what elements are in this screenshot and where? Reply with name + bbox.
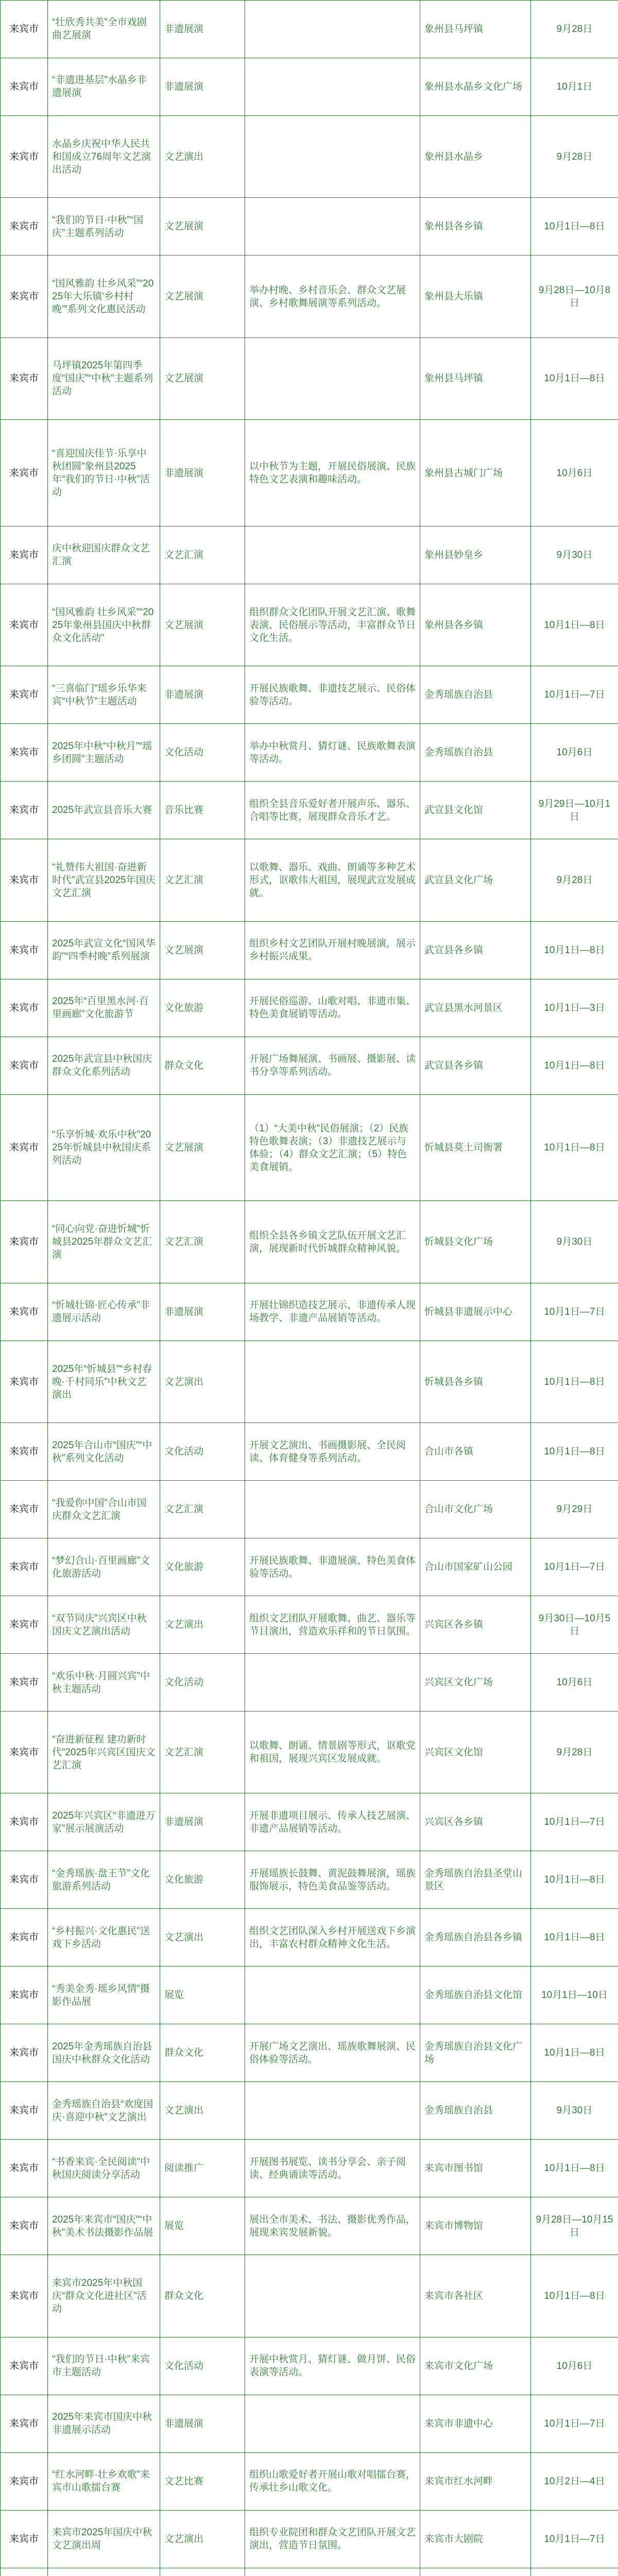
venue-cell: 象州县马坪镇 bbox=[420, 337, 531, 419]
table-row bbox=[1, 782, 618, 839]
activity-name-cell: “同心向党·奋进忻城”忻城县2025年群众文艺汇演 bbox=[48, 1201, 160, 1283]
activity-name-cell: “三喜临门”瑶乡乐华来宾“中秋节”主题活动 bbox=[48, 666, 160, 724]
city-cell: 来宾市 bbox=[1, 198, 48, 256]
table-row bbox=[1, 1, 618, 58]
city-cell: 来宾市 bbox=[1, 58, 48, 115]
table-row bbox=[1, 1654, 618, 1711]
activity-content-cell: 开展民族歌舞、非遗展演、特色美食体验等活动。 bbox=[245, 1538, 420, 1596]
table-row bbox=[1, 1423, 618, 1481]
city-cell: 来宾市 bbox=[1, 979, 48, 1037]
date-cell: 10月1日—8日 bbox=[531, 198, 618, 256]
activity-type-cell: 文化旅游 bbox=[160, 1851, 245, 1909]
table-row bbox=[1, 1094, 618, 1201]
activity-type-cell: 文艺展演 bbox=[160, 198, 245, 256]
activity-content-cell: 组织全县各乡镇文艺队伍开展文艺汇演，展现新时代忻城群众精神风貌。 bbox=[245, 1201, 420, 1283]
activity-content-cell: 开展广场文艺演出、瑶族歌舞展演、民俗体验等活动。 bbox=[245, 2024, 420, 2082]
table-row bbox=[1, 2510, 618, 2568]
city-cell: 来宾市 bbox=[1, 2255, 48, 2337]
activity-name-cell: “红水河畔·壮乡欢歌”来宾市山歌擂台赛 bbox=[48, 2452, 160, 2510]
activity-type-cell: 文艺展演 bbox=[160, 256, 245, 337]
venue-cell: 金秀瑶族自治县 bbox=[420, 724, 531, 782]
activity-content-cell: 开展非遗项目展示、传承人技艺展演、非遗产品展销等活动。 bbox=[245, 1793, 420, 1851]
activity-name-cell: “国风雅韵 壮乡风采”“2025年大乐镇‘乡村村晚’”系列文化惠民活动 bbox=[48, 256, 160, 337]
activity-content-cell: 组织群众文化团队开展文艺汇演、歌舞表演、民俗展示等活动，丰富群众节日文化生活。 bbox=[245, 584, 420, 666]
activity-name-cell: “奋进新征程 建功新时代”2025年兴宾区国庆文艺汇演 bbox=[48, 1711, 160, 1793]
city-cell: 来宾市 bbox=[1, 2024, 48, 2082]
activity-name-cell: “我们的节日·中秋”来宾市主题活动 bbox=[48, 2337, 160, 2395]
venue-cell: 来宾市红水河畔 bbox=[420, 2452, 531, 2510]
activity-content-cell: 开展民俗巡游、山歌对唱、非遗市集、特色美食展销等活动。 bbox=[245, 979, 420, 1037]
date-cell: 9月30日 bbox=[531, 2082, 618, 2140]
activity-content-cell bbox=[245, 1967, 420, 2024]
venue-cell: 来宾市各社区 bbox=[420, 2255, 531, 2337]
activity-type-cell: 文化活动 bbox=[160, 724, 245, 782]
city-cell: 来宾市 bbox=[1, 2395, 48, 2452]
city-cell: 来宾市 bbox=[1, 2082, 48, 2140]
activity-name-cell: 马坪镇2025年第四季度“国庆”“中秋”主题系列活动 bbox=[48, 337, 160, 419]
activity-type-cell: 文艺演出 bbox=[160, 1909, 245, 1967]
venue-cell: 武宣县黑水河景区 bbox=[420, 979, 531, 1037]
date-cell: 10月1日—7日 bbox=[531, 1793, 618, 1851]
activity-name-cell: “欢乐中秋·月圆兴宾”中秋主题活动 bbox=[48, 1654, 160, 1711]
table-row bbox=[1, 1538, 618, 1596]
table-row bbox=[1, 1201, 618, 1283]
activity-name-cell: 庆中秋迎国庆群众文艺汇演 bbox=[48, 526, 160, 584]
activity-content-cell bbox=[245, 1654, 420, 1711]
date-cell: 10月1日—8日 bbox=[531, 1037, 618, 1094]
activity-name-cell: 2025年来宾市“国庆”“中秋”美术书法摄影作品展 bbox=[48, 2197, 160, 2255]
venue-cell: 来宾市图书馆 bbox=[420, 2140, 531, 2197]
activity-content-cell bbox=[245, 2568, 420, 2576]
date-cell: 10月1日—8日 bbox=[531, 2024, 618, 2082]
activity-content-cell: 开展文艺演出、书画摄影展、全民阅读、体育健身等系列活动。 bbox=[245, 1423, 420, 1481]
date-cell: 10月1日—7日 bbox=[531, 1538, 618, 1596]
venue-cell bbox=[420, 2568, 531, 2576]
activity-name-cell: 2025年武宣文化“国风华韵”“四季村晚”系列展演 bbox=[48, 921, 160, 979]
city-cell: 来宾市 bbox=[1, 1654, 48, 1711]
city-cell: 来宾市 bbox=[1, 1711, 48, 1793]
activity-type-cell: 阅读推广 bbox=[160, 2140, 245, 2197]
venue-cell: 金秀瑶族自治县 bbox=[420, 2082, 531, 2140]
activity-content-cell: 组织文艺团队开展歌舞、曲艺、器乐等节目演出，营造欢乐祥和的节日氛围。 bbox=[245, 1596, 420, 1654]
venue-cell: 金秀瑶族自治县文化馆 bbox=[420, 1967, 531, 2024]
activity-name-cell: 2025年兴宾区“非遗进万家”展示展演活动 bbox=[48, 1793, 160, 1851]
table-row bbox=[1, 1909, 618, 1967]
activity-type-cell: 文艺汇演 bbox=[160, 839, 245, 921]
venue-cell: 兴宾区各乡镇 bbox=[420, 1793, 531, 1851]
table-row bbox=[1, 584, 618, 666]
venue-cell: 兴宾区各乡镇 bbox=[420, 1596, 531, 1654]
date-cell: 10月1日—8日 bbox=[531, 584, 618, 666]
date-cell: 10月1日—8日 bbox=[531, 337, 618, 419]
venue-cell: 忻城县非遗展示中心 bbox=[420, 1283, 531, 1341]
activity-type-cell: 文艺汇演 bbox=[160, 1481, 245, 1538]
venue-cell: 来宾市博物馆 bbox=[420, 2197, 531, 2255]
date-cell: 9月28日 bbox=[531, 1711, 618, 1793]
date-cell: 9月28日 bbox=[531, 839, 618, 921]
activity-name-cell: 金秀瑶族自治县“欢度国庆·喜迎中秋”文艺演出 bbox=[48, 2082, 160, 2140]
activity-type-cell: 文艺展演 bbox=[160, 921, 245, 979]
city-cell: 来宾市 bbox=[1, 2510, 48, 2568]
activity-content-cell bbox=[245, 115, 420, 197]
venue-cell: 来宾市大剧院 bbox=[420, 2510, 531, 2568]
activity-type-cell: 文化旅游 bbox=[160, 979, 245, 1037]
venue-cell: 合山市国家矿山公园 bbox=[420, 1538, 531, 1596]
activity-type-cell: 非遗展演 bbox=[160, 420, 245, 527]
activity-type-cell: 非遗展演 bbox=[160, 58, 245, 115]
city-cell: 来宾市 bbox=[1, 1596, 48, 1654]
date-cell: 10月1日—7日 bbox=[531, 2395, 618, 2452]
activity-name-cell: 来宾市2025年国庆中秋文艺演出周 bbox=[48, 2510, 160, 2568]
table-row bbox=[1, 1283, 618, 1341]
activity-content-cell bbox=[245, 526, 420, 584]
activity-content-cell: 以中秋节为主题，开展民俗展演、民族特色文艺表演和趣味活动。 bbox=[245, 420, 420, 527]
table-row bbox=[1, 2024, 618, 2082]
date-cell: 10月1日—10日 bbox=[531, 1967, 618, 2024]
venue-cell: 象州县各乡镇 bbox=[420, 198, 531, 256]
activity-content-cell: 开展图书展览、读书分享会、亲子阅读、经典诵读等活动。 bbox=[245, 2140, 420, 2197]
date-cell: 9月29日—10月1日 bbox=[531, 782, 618, 839]
activity-content-cell bbox=[245, 2082, 420, 2140]
table-row bbox=[1, 256, 618, 337]
table-row bbox=[1, 1851, 618, 1909]
city-cell: 来宾市 bbox=[1, 1793, 48, 1851]
date-cell: 10月1日—8日 bbox=[531, 2255, 618, 2337]
activity-content-cell: 组织专业院团和群众文艺团队开展文艺演出，营造节日氛围。 bbox=[245, 2510, 420, 2568]
activity-type-cell: 群众文化 bbox=[160, 2255, 245, 2337]
venue-cell: 象州县水晶乡文化广场 bbox=[420, 58, 531, 115]
city-cell: 来宾市 bbox=[1, 420, 48, 527]
city-cell: 来宾市 bbox=[1, 2452, 48, 2510]
activity-name-cell: “我们的节日·中秋”“国庆”主题系列活动 bbox=[48, 198, 160, 256]
activity-type-cell: 文艺汇演 bbox=[160, 1711, 245, 1793]
table-row bbox=[1, 979, 618, 1037]
city-cell: 来宾市 bbox=[1, 1037, 48, 1094]
activity-name-cell: 2025年武宣县音乐大赛 bbox=[48, 782, 160, 839]
venue-cell: 象州县古城门广场 bbox=[420, 420, 531, 527]
date-cell: 10月1日 bbox=[531, 58, 618, 115]
venue-cell: 金秀瑶族自治县文化广场 bbox=[420, 2024, 531, 2082]
table-row bbox=[1, 921, 618, 979]
table-row bbox=[1, 337, 618, 419]
venue-cell: 来宾市文化广场 bbox=[420, 2337, 531, 2395]
date-cell: 10月6日 bbox=[531, 420, 618, 527]
city-cell: 来宾市 bbox=[1, 1481, 48, 1538]
activity-name-cell: “乐享忻城·欢乐中秋”2025年忻城县中秋国庆系列活动 bbox=[48, 1094, 160, 1201]
date-cell: 9月30日 bbox=[531, 1201, 618, 1283]
date-cell: 10月1日—3日 bbox=[531, 979, 618, 1037]
city-cell: 来宾市 bbox=[1, 1341, 48, 1422]
table-row bbox=[1, 2337, 618, 2395]
activity-type-cell: 文艺汇演 bbox=[160, 1201, 245, 1283]
activity-content-cell: 开展瑶族长鼓舞、黄泥鼓舞展演，瑶族服饰展示，特色美食品鉴等活动。 bbox=[245, 1851, 420, 1909]
city-cell: 来宾市 bbox=[1, 666, 48, 724]
table-row bbox=[1, 2568, 618, 2576]
table-row bbox=[1, 198, 618, 256]
venue-cell: 武宣县文化广场 bbox=[420, 839, 531, 921]
date-cell: 10月6日 bbox=[531, 1654, 618, 1711]
table-row bbox=[1, 1967, 618, 2024]
activity-type-cell: 非遗展演 bbox=[160, 666, 245, 724]
city-cell: 来宾市 bbox=[1, 2140, 48, 2197]
city-cell: 来宾市 bbox=[1, 1201, 48, 1283]
venue-cell: 象州县各乡镇 bbox=[420, 584, 531, 666]
activity-name-cell: “忻城壮锦·匠心传承”非遗展示活动 bbox=[48, 1283, 160, 1341]
activity-name-cell: “国风雅韵 壮乡风采”“2025年象州县国庆中秋群众文化活动” bbox=[48, 584, 160, 666]
activity-type-cell: 非遗展演 bbox=[160, 1, 245, 58]
activity-content-cell bbox=[245, 1341, 420, 1422]
date-cell: 10月1日—7日 bbox=[531, 666, 618, 724]
activity-type-cell: 文艺展演 bbox=[160, 584, 245, 666]
activity-name-cell: “书香来宾·全民阅读”中秋国庆阅读分享活动 bbox=[48, 2140, 160, 2197]
table-row bbox=[1, 420, 618, 527]
activity-name-cell: 2025年合山市“国庆”“中秋”系列文化活动 bbox=[48, 1423, 160, 1481]
city-cell: 来宾市 bbox=[1, 1, 48, 58]
table-row bbox=[1, 1793, 618, 1851]
activity-name-cell: 2025年金秀瑶族自治县国庆中秋群众文化活动 bbox=[48, 2024, 160, 2082]
city-cell: 来宾市 bbox=[1, 526, 48, 584]
table-row bbox=[1, 1481, 618, 1538]
date-cell: 9月28日—10月8日 bbox=[531, 256, 618, 337]
activity-name-cell: “喜迎国庆佳节·乐享中秋团圆”象州县2025年“我们的节日·中秋”活动 bbox=[48, 420, 160, 527]
venue-cell: 来宾市非遗中心 bbox=[420, 2395, 531, 2452]
table-row bbox=[1, 724, 618, 782]
venue-cell: 忻城县文化广场 bbox=[420, 1201, 531, 1283]
activity-name-cell: “我爱你中国”合山市国庆群众文艺汇演 bbox=[48, 1481, 160, 1538]
activity-content-cell: 组织全县音乐爱好者开展声乐、器乐、合唱等比赛，展现群众音乐才艺。 bbox=[245, 782, 420, 839]
table-row bbox=[1, 1037, 618, 1094]
activity-type-cell: 文艺演出 bbox=[160, 115, 245, 197]
activity-name-cell: 2025年“百里黑水河·百里画廊”文化旅游节 bbox=[48, 979, 160, 1037]
activity-type-cell: 文艺演出 bbox=[160, 2510, 245, 2568]
venue-cell: 武宣县文化馆 bbox=[420, 782, 531, 839]
venue-cell: 象州县大乐镇 bbox=[420, 256, 531, 337]
city-cell bbox=[1, 2568, 48, 2576]
activity-content-cell: 以歌舞、朗诵、情景剧等形式，讴歌党和祖国，展现兴宾区发展成就。 bbox=[245, 1711, 420, 1793]
city-cell: 来宾市 bbox=[1, 724, 48, 782]
activity-name-cell bbox=[48, 2568, 160, 2576]
activity-content-cell bbox=[245, 2255, 420, 2337]
activity-name-cell: 2025年中秋“中秋月”“瑶乡团圆”主题活动 bbox=[48, 724, 160, 782]
table-row bbox=[1, 2140, 618, 2197]
venue-cell: 忻城县各乡镇 bbox=[420, 1341, 531, 1422]
table-row bbox=[1, 2452, 618, 2510]
activity-content-cell: 开展民族歌舞、非遗技艺展示、民俗体验等活动。 bbox=[245, 666, 420, 724]
date-cell: 10月2日—4日 bbox=[531, 2452, 618, 2510]
activity-name-cell: “梦幻合山·百里画廊”文化旅游活动 bbox=[48, 1538, 160, 1596]
date-cell: 9月29日 bbox=[531, 1481, 618, 1538]
activity-content-cell: 组织乡村文艺团队开展村晚展演，展示乡村振兴成果。 bbox=[245, 921, 420, 979]
city-cell: 来宾市 bbox=[1, 1423, 48, 1481]
table-row bbox=[1, 2255, 618, 2337]
activity-type-cell: 非遗展演 bbox=[160, 2395, 245, 2452]
activity-type-cell: 文艺汇演 bbox=[160, 526, 245, 584]
activity-type-cell: 文艺比赛 bbox=[160, 2452, 245, 2510]
date-cell: 9月28日—10月15日 bbox=[531, 2197, 618, 2255]
activity-type-cell: 文艺演出 bbox=[160, 1341, 245, 1422]
activity-type-cell: 文艺演出 bbox=[160, 2082, 245, 2140]
city-cell: 来宾市 bbox=[1, 2337, 48, 2395]
city-cell: 来宾市 bbox=[1, 1538, 48, 1596]
activity-name-cell: 水晶乡庆祝中华人民共和国成立76周年文艺演出活动 bbox=[48, 115, 160, 197]
venue-cell: 金秀瑶族自治县圣堂山景区 bbox=[420, 1851, 531, 1909]
activity-type-cell: 非遗展演 bbox=[160, 1793, 245, 1851]
activity-content-cell bbox=[245, 2395, 420, 2452]
city-cell: 来宾市 bbox=[1, 584, 48, 666]
table-row bbox=[1, 2395, 618, 2452]
activity-type-cell: 群众文化 bbox=[160, 1037, 245, 1094]
table-row bbox=[1, 1596, 618, 1654]
table-row bbox=[1, 666, 618, 724]
venue-cell: 忻城县莫土司衙署 bbox=[420, 1094, 531, 1201]
venue-cell: 兴宾区文化馆 bbox=[420, 1711, 531, 1793]
activity-name-cell: “双节同庆”兴宾区中秋国庆文艺演出活动 bbox=[48, 1596, 160, 1654]
date-cell: 10月1日—8日 bbox=[531, 1094, 618, 1201]
activity-content-cell bbox=[245, 337, 420, 419]
table-row bbox=[1, 58, 618, 115]
venue-cell: 象州县马坪镇 bbox=[420, 1, 531, 58]
city-cell: 来宾市 bbox=[1, 1967, 48, 2024]
activity-type-cell: 文艺展演 bbox=[160, 337, 245, 419]
venue-cell: 象州县水晶乡 bbox=[420, 115, 531, 197]
date-cell: 9月28日 bbox=[531, 1, 618, 58]
activity-content-cell: 举办村晚、乡村音乐会、群众文艺展演、乡村歌舞展演等系列活动。 bbox=[245, 256, 420, 337]
date-cell: 9月30日 bbox=[531, 526, 618, 584]
date-cell: 10月1日—8日 bbox=[531, 2140, 618, 2197]
activity-content-cell: 开展广场舞展演、书画展、摄影展、读书分享等系列活动。 bbox=[245, 1037, 420, 1094]
date-cell: 10月1日—8日 bbox=[531, 1851, 618, 1909]
city-cell: 来宾市 bbox=[1, 115, 48, 197]
activity-type-cell: 展览 bbox=[160, 2197, 245, 2255]
venue-cell: 兴宾区文化广场 bbox=[420, 1654, 531, 1711]
venue-cell: 合山市文化广场 bbox=[420, 1481, 531, 1538]
activity-type-cell: 文化旅游 bbox=[160, 1538, 245, 1596]
city-cell: 来宾市 bbox=[1, 1094, 48, 1201]
activity-name-cell: 2025年来宾市国庆中秋非遗展示活动 bbox=[48, 2395, 160, 2452]
activity-name-cell: “礼赞伟大祖国·奋进新时代”武宣县2025年国庆文艺汇演 bbox=[48, 839, 160, 921]
activity-type-cell: 文化活动 bbox=[160, 1654, 245, 1711]
activity-content-cell bbox=[245, 198, 420, 256]
city-cell: 来宾市 bbox=[1, 1283, 48, 1341]
table-row bbox=[1, 526, 618, 584]
activity-name-cell: “壮欣秀共美”全市戏剧曲艺展演 bbox=[48, 1, 160, 58]
activity-type-cell: 文艺演出 bbox=[160, 1596, 245, 1654]
activity-content-cell: 展出全市美术、书法、摄影优秀作品，展现来宾发展新貌。 bbox=[245, 2197, 420, 2255]
city-cell: 来宾市 bbox=[1, 782, 48, 839]
city-cell: 来宾市 bbox=[1, 839, 48, 921]
date-cell: 10月1日—7日 bbox=[531, 1283, 618, 1341]
activity-content-cell: 举办中秋赏月、猜灯谜、民族歌舞表演等活动。 bbox=[245, 724, 420, 782]
activity-content-cell: 开展中秋赏月、猜灯谜、做月饼、民俗表演等活动。 bbox=[245, 2337, 420, 2395]
activity-type-cell: 展览 bbox=[160, 1967, 245, 2024]
city-cell: 来宾市 bbox=[1, 1909, 48, 1967]
date-cell: 10月1日—8日 bbox=[531, 921, 618, 979]
activity-name-cell: “金秀瑶族·盘王节”文化旅游系列活动 bbox=[48, 1851, 160, 1909]
table-row bbox=[1, 2082, 618, 2140]
activity-name-cell: “秀美金秀·瑶乡风情”摄影作品展 bbox=[48, 1967, 160, 2024]
activity-type-cell: 文化活动 bbox=[160, 1423, 245, 1481]
venue-cell: 武宣县各乡镇 bbox=[420, 921, 531, 979]
activity-name-cell: “乡村振兴·文化惠民”送戏下乡活动 bbox=[48, 1909, 160, 1967]
table-row bbox=[1, 2197, 618, 2255]
date-cell: 10月1日—8日 bbox=[531, 1423, 618, 1481]
city-cell: 来宾市 bbox=[1, 337, 48, 419]
activity-type-cell bbox=[160, 2568, 245, 2576]
city-cell: 来宾市 bbox=[1, 2197, 48, 2255]
activity-content-cell bbox=[245, 58, 420, 115]
table-row bbox=[1, 1341, 618, 1422]
activity-content-cell bbox=[245, 1, 420, 58]
activity-type-cell: 群众文化 bbox=[160, 2024, 245, 2082]
table-row bbox=[1, 1711, 618, 1793]
venue-cell: 武宣县各乡镇 bbox=[420, 1037, 531, 1094]
activity-content-cell: 组织文艺团队深入乡村开展送戏下乡演出，丰富农村群众精神文化生活。 bbox=[245, 1909, 420, 1967]
activity-type-cell: 音乐比赛 bbox=[160, 782, 245, 839]
activity-type-cell: 文化活动 bbox=[160, 2337, 245, 2395]
activity-content-cell: 组织山歌爱好者开展山歌对唱擂台赛，传承壮乡山歌文化。 bbox=[245, 2452, 420, 2510]
activity-name-cell: “非遗进基层”水晶乡非遗展演 bbox=[48, 58, 160, 115]
activity-name-cell: 2025年“忻城县”“乡村春晚·千村同乐”中秋文艺演出 bbox=[48, 1341, 160, 1422]
venue-cell: 金秀瑶族自治县各乡镇 bbox=[420, 1909, 531, 1967]
activity-content-cell: 以歌舞、器乐、戏曲、朗诵等多种艺术形式，讴歌伟大祖国，展现武宣发展成就。 bbox=[245, 839, 420, 921]
venue-cell: 合山市各镇 bbox=[420, 1423, 531, 1481]
activity-name-cell: 来宾市2025年中秋国庆“群众文化进社区”活动 bbox=[48, 2255, 160, 2337]
table-row bbox=[1, 115, 618, 197]
date-cell: 10月1日—7日 bbox=[531, 2510, 618, 2568]
city-cell: 来宾市 bbox=[1, 1851, 48, 1909]
city-cell: 来宾市 bbox=[1, 921, 48, 979]
date-cell: 9月30日—10月5日 bbox=[531, 1596, 618, 1654]
date-cell: 10月6日 bbox=[531, 724, 618, 782]
city-cell: 来宾市 bbox=[1, 256, 48, 337]
table-row bbox=[1, 839, 618, 921]
activity-name-cell: 2025年武宣县中秋国庆群众文化系列活动 bbox=[48, 1037, 160, 1094]
activity-content-cell bbox=[245, 1481, 420, 1538]
activity-content-cell: （1）“大美中秋”民俗展演；（2）民族特色歌舞表演；（3）非遗技艺展示与体验；（4）群众文艺汇演；（5）特色美食展销。 bbox=[245, 1094, 420, 1201]
date-cell: 10月6日 bbox=[531, 2337, 618, 2395]
activity-type-cell: 文艺展演 bbox=[160, 1094, 245, 1201]
activity-type-cell: 非遗展演 bbox=[160, 1283, 245, 1341]
date-cell bbox=[531, 2568, 618, 2576]
venue-cell: 象州县妙皇乡 bbox=[420, 526, 531, 584]
date-cell: 10月1日—8日 bbox=[531, 1341, 618, 1422]
venue-cell: 金秀瑶族自治县 bbox=[420, 666, 531, 724]
activity-table-body bbox=[1, 1, 618, 2576]
date-cell: 10月1日—8日 bbox=[531, 1909, 618, 1967]
date-cell: 9月28日 bbox=[531, 115, 618, 197]
activity-content-cell: 开展壮锦织造技艺展示、非遗传承人现场教学、非遗产品展销等活动。 bbox=[245, 1283, 420, 1341]
